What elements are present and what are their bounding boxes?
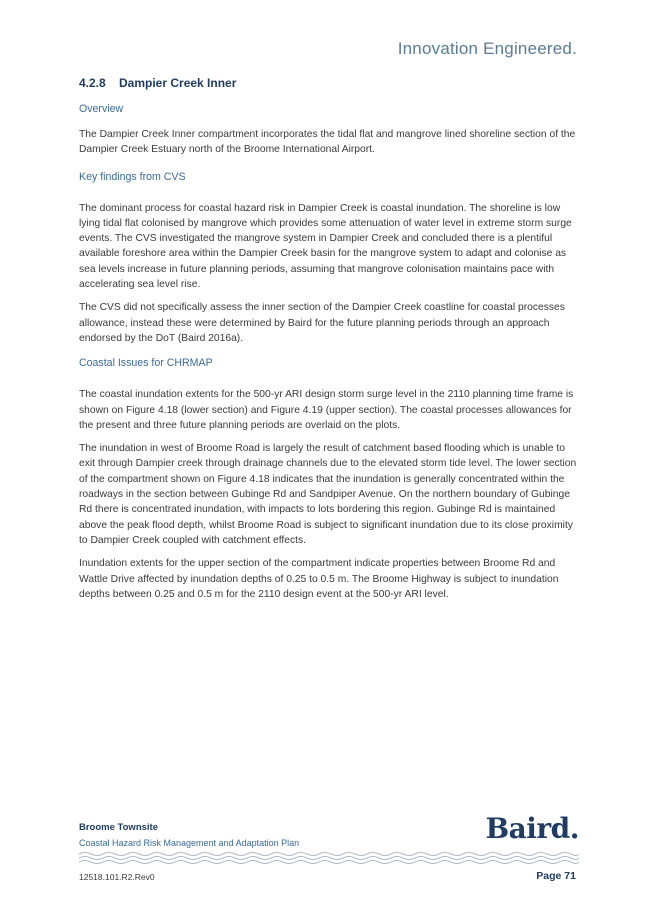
section-number: 4.2.8 — [79, 76, 106, 90]
header-tagline: Innovation Engineered. — [397, 39, 577, 58]
document-reference: 12518.101.R2.Rev0 — [79, 872, 155, 882]
footer-wave-divider — [79, 850, 579, 866]
findings-paragraph-2: The CVS did not specifically assess the inner section of the Dampier Creek coastline for coastal processes allowance, instead these were determined by Baird for the future planning periods through an approach endorsed by the DoT (Baird 2016a). — [79, 302, 565, 344]
issues-paragraph-2: The inundation in west of Broome Road is largely the result of catchment based flooding which is unable to exit through Dampier creek through drainage channels due to the elevated storm tide level. The lower section of the compartment shown on Figure 4.18 indicates that the inundation is generally concentrated within the roadways in the section between Gubinge Rd and Sandpiper Avenue. On the northern boundary of Gubinge Rd there is concentrated inundation, with impacts to lots bordering this region. Gubinge Rd is maintained above the peak flood depth, whilst Broome Road is subject to significant inundation due to its close proximity to Dampier Creek coupled with catchment effects. — [79, 443, 577, 546]
findings-paragraph-1: The dominant process for coastal hazard risk in Dampier Creek is coastal inundation. The shoreline is low lying tidal flat colonised by mangrove which provides some attenuation of water level in extreme storm surge events. The CVS investigated the mangrove system in Dampier Creek and concluded there is a plentiful available foreshore area within the Dampier Creek basin for the mangrove system to adapt and colonise as sea levels increase in future planning periods, assuming that mangrove colonisation maintains pace with accelerating sea level rise. — [79, 202, 572, 291]
footer-subtitle: Coastal Hazard Risk Management and Adaptation Plan — [79, 838, 300, 848]
issues-heading: Coastal Issues for CHRMAP — [79, 357, 213, 370]
page-number: Page 71 — [536, 870, 576, 882]
section-title: Dampier Creek Inner — [119, 76, 237, 90]
main-content — [79, 76, 577, 610]
footer-title: Broome Townsite — [79, 822, 158, 833]
section-heading — [79, 76, 577, 90]
findings-heading: Key findings from CVS — [79, 170, 186, 183]
overview-heading: Overview — [79, 103, 124, 115]
overview-paragraph: The Dampier Creek Inner compartment incorporates the tidal flat and mangrove lined shoreline section of the Dampier Creek Estuary north of the Broome International Airport. — [79, 129, 576, 156]
baird-logo: Baird. — [485, 812, 579, 845]
issues-paragraph-3: Inundation extents for the upper section of the compartment indicate properties between Broome Rd and Wattle Drive affected by inundation depths of 0.25 to 0.5 m. The Broome Highway is subject to inundation depths between 0.25 and 0.5 m for the 2110 design event at the 500-yr ARI level. — [79, 558, 559, 600]
issues-paragraph-1: The coastal inundation extents for the 500-yr ARI design storm surge level in the 2110 planning time frame is shown on Figure 4.18 (lower section) and Figure 4.19 (upper section). The coastal processes allowances for the present and three future planning periods are overlaid on the plots. — [79, 389, 574, 431]
